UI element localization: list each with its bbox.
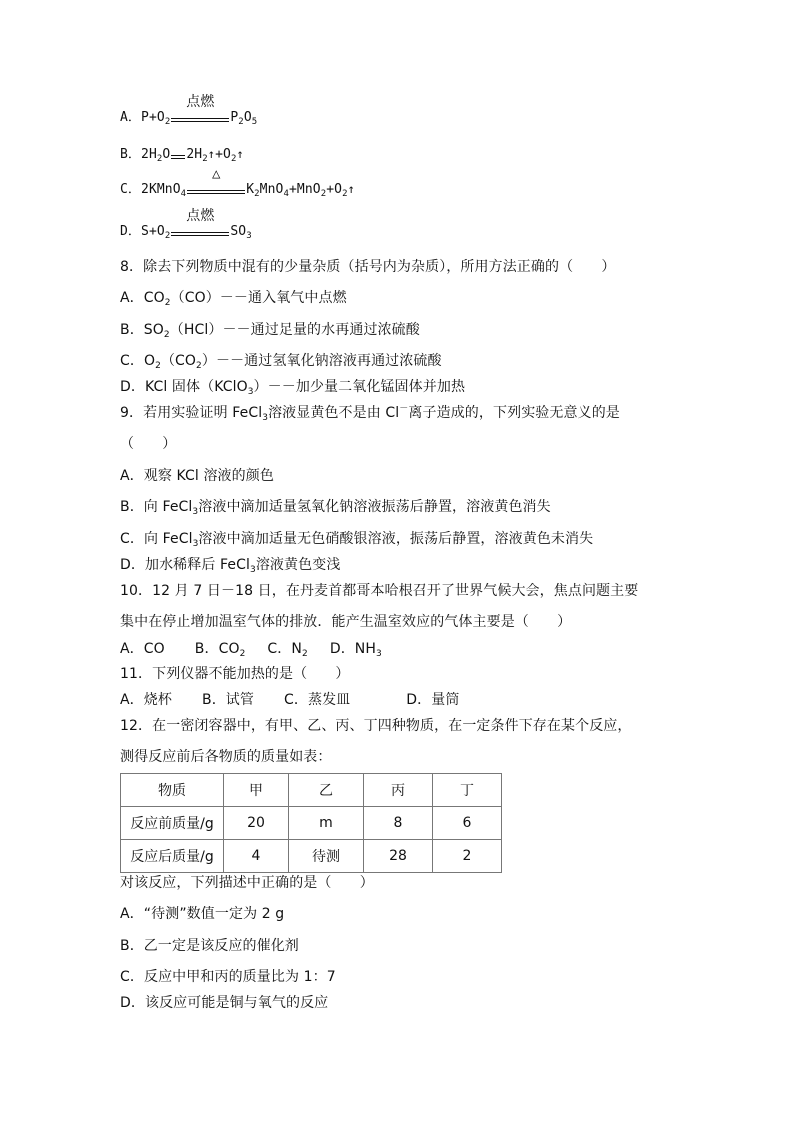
q12-option-d: D．该反应可能是铜与氧气的反应: [120, 995, 329, 1011]
table-header-cell: 丁: [433, 774, 502, 807]
q12-stem-line1: 12．在一密闭容器中，有甲、乙、丙、丁四种物质，在一定条件下存在某个反应，: [120, 718, 632, 734]
q10-stem-line1: 10．12 月 7 日－18 日，在丹麦首都哥本哈根召开了世界气候大会，焦点问题主要: [120, 583, 639, 599]
q11-options: A．烧杯 B．试管 C．蒸发皿 D．量筒: [120, 692, 460, 708]
q10-stem-line2: 集中在停止增加温室气体的排放．能产生温室效应的气体主要是（ ）: [120, 614, 572, 630]
q9-option-c: C．向 FeCl$_3$溶液中滴加适量无色硝酸银溶液，振荡后静置，溶液黄色未消失: [120, 531, 594, 549]
table-row: [121, 840, 502, 873]
q10-options: A．CO B．$CO_2$ C．$N_2$ D．$NH_3$: [120, 641, 382, 659]
reaction-condition-arrow: 点燃: [171, 109, 229, 127]
q7-option-c: C．2KMnO$_4$ △ $K_2MnO_4+MnO_2+O_2↑$: [120, 166, 355, 199]
table-header-cell: 丙: [364, 774, 433, 807]
mass-table: [120, 773, 502, 873]
table-row: [121, 807, 502, 840]
q8-option-a: A．$CO_2(CO)--$通入氧气中点燃: [120, 290, 347, 308]
reaction-condition-arrow: △: [187, 181, 245, 199]
q12-option-a: A．“待测”数值一定为 2 g: [120, 906, 285, 922]
q7-option-a: A．$P+O_2$ 点燃 $P_2O_5$: [120, 94, 258, 127]
q9-option-b: B．向 FeCl$_3$溶液中滴加适量氢氧化钠溶液振荡后静置，溶液黄色消失: [120, 499, 551, 517]
table-cell: 2: [433, 840, 502, 873]
q8-option-c: C．$O_2(CO_2)--$通过氢氧化钠溶液再通过浓硫酸: [120, 353, 442, 371]
q8-option-b: B．$SO_2(HCl)--$通过足量的水再通过浓硫酸: [120, 322, 420, 340]
q12-stem-line2: 测得反应前后各物质的质量如表：: [120, 749, 332, 765]
table-cell: 待测: [289, 840, 364, 873]
table-header-cell: 甲: [224, 774, 289, 807]
equals-sign: [170, 146, 186, 164]
q9-stem-paren: （ ）: [120, 436, 177, 452]
table-cell: 4: [224, 840, 289, 873]
table-cell: m: [289, 807, 364, 840]
table-cell: 8: [364, 807, 433, 840]
q12-option-b: B．乙一定是该反应的催化剂: [120, 938, 299, 954]
q12-option-c: C．反应中甲和丙的质量比为 1：7: [120, 969, 336, 985]
table-header-cell: 物质: [121, 774, 224, 807]
table-cell: 6: [433, 807, 502, 840]
table-cell: 反应前质量/g: [121, 807, 224, 840]
q9-stem: 9．若用实验证明 FeCl$_3$溶液显黄色不是由 Cl－离子造成的，下列实验无意义的是: [120, 404, 620, 423]
q8-stem: 8．除去下列物质中混有的少量杂质（括号内为杂质），所用方法正确的（ ）: [120, 259, 616, 275]
table-cell: 28: [364, 840, 433, 873]
reaction-condition-arrow: 点燃: [171, 223, 229, 241]
table-cell: 20: [224, 807, 289, 840]
q9-option-a: A．观察 KCl 溶液的颜色: [120, 468, 274, 484]
table-header-row: [121, 774, 502, 807]
q9-option-d: D．加水稀释后 FeCl$_3$溶液黄色变浅: [120, 557, 341, 575]
q8-option-d: D．KCl 固体（KClO$_3$）－－加少量二氧化锰固体并加热: [120, 379, 466, 397]
q12-question: 对该反应，下列描述中正确的是（ ）: [120, 875, 374, 891]
q11-stem: 11．下列仪器不能加热的是（ ）: [120, 666, 350, 682]
table-cell: 反应后质量/g: [121, 840, 224, 873]
q7-option-b: B．$2H_2O$ $2H_2↑+O_2↑$: [120, 147, 244, 164]
q7-option-d: D．$S+O_2$ 点燃 $SO_3$: [120, 208, 252, 241]
table-header-cell: 乙: [289, 774, 364, 807]
